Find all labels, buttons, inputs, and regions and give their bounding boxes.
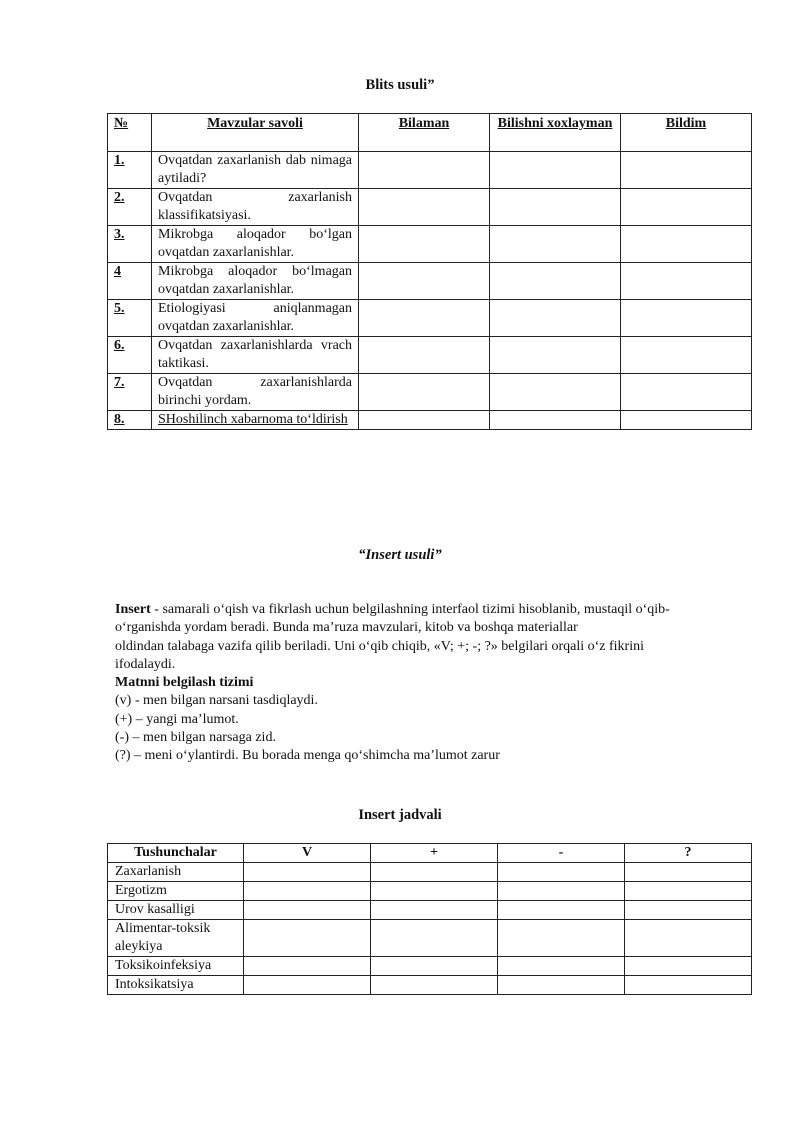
check-cell[interactable] xyxy=(244,957,371,976)
row-number: 7. xyxy=(108,374,152,411)
row-number: 5. xyxy=(108,300,152,337)
row-question: Mikrobga aloqador bo‘lgan ovqatdan zaxarlanishlar. xyxy=(152,226,359,263)
know-cell[interactable] xyxy=(359,337,490,374)
question-cell[interactable] xyxy=(625,920,752,957)
check-cell[interactable] xyxy=(244,976,371,995)
header-topic-question: Mavzular savoli xyxy=(152,114,359,152)
table-row xyxy=(108,901,752,920)
want-to-know-cell[interactable] xyxy=(490,152,621,189)
mark-minus: (-) – men bilgan narsaga zid. xyxy=(115,730,276,746)
learned-cell[interactable] xyxy=(621,189,752,226)
learned-cell[interactable] xyxy=(621,263,752,300)
question-cell[interactable] xyxy=(625,863,752,882)
learned-cell[interactable] xyxy=(621,226,752,263)
row-number: 3. xyxy=(108,226,152,263)
know-cell[interactable] xyxy=(359,374,490,411)
plus-cell[interactable] xyxy=(371,863,498,882)
insert-description xyxy=(115,601,675,766)
learned-cell[interactable] xyxy=(621,411,752,430)
table-row xyxy=(108,189,752,226)
table-row xyxy=(108,152,752,189)
mark-check: (v) - men bilgan narsani tasdiqlaydi. xyxy=(115,693,318,709)
plus-cell[interactable] xyxy=(371,882,498,901)
insert-table xyxy=(107,843,752,995)
concept-cell: Alimentar-toksik aleykiya xyxy=(108,920,244,957)
row-number: 8. xyxy=(108,411,152,430)
blits-table xyxy=(107,113,752,430)
marking-system-heading: Matnni belgilash tizimi xyxy=(115,675,254,691)
insert-intro-text: - samarali o‘qish va fikrlash uchun belgilashning interfaol tizimi hisoblanib, mustaqil o‘qib-o‘rganishda yordam beradi. Bunda ma’ruza mavzulari, kitob va boshqa materiallar xyxy=(115,602,670,636)
know-cell[interactable] xyxy=(359,300,490,337)
concept-cell: Urov kasalligi xyxy=(108,901,244,920)
header-plus: + xyxy=(371,844,498,863)
know-cell[interactable] xyxy=(359,189,490,226)
question-cell[interactable] xyxy=(625,976,752,995)
blits-header-row xyxy=(108,114,752,152)
check-cell[interactable] xyxy=(244,882,371,901)
header-learned: Bildim xyxy=(621,114,752,152)
plus-cell[interactable] xyxy=(371,976,498,995)
header-concepts: Tushunchalar xyxy=(108,844,244,863)
table-row xyxy=(108,300,752,337)
table-row xyxy=(108,337,752,374)
want-to-know-cell[interactable] xyxy=(490,411,621,430)
blits-title: Blits usuli” xyxy=(365,77,435,93)
want-to-know-cell[interactable] xyxy=(490,263,621,300)
table-row xyxy=(108,976,752,995)
know-cell[interactable] xyxy=(359,152,490,189)
check-cell[interactable] xyxy=(244,920,371,957)
row-question: Mikrobga aloqador bo‘lmagan ovqatdan zaxarlanishlar. xyxy=(152,263,359,300)
check-cell[interactable] xyxy=(244,901,371,920)
insert-intro xyxy=(115,601,675,638)
table-row xyxy=(108,374,752,411)
minus-cell[interactable] xyxy=(498,957,625,976)
plus-cell[interactable] xyxy=(371,920,498,957)
minus-cell[interactable] xyxy=(498,976,625,995)
concept-cell: Ergotizm xyxy=(108,882,244,901)
concept-cell: Zaxarlanish xyxy=(108,863,244,882)
mark-plus: (+) – yangi ma’lumot. xyxy=(115,711,239,727)
plus-cell[interactable] xyxy=(371,957,498,976)
table-row xyxy=(108,226,752,263)
header-check: V xyxy=(244,844,371,863)
insert-table-title: Insert jadvali xyxy=(358,807,442,823)
insert-term: Insert xyxy=(115,602,151,617)
table-row xyxy=(108,920,752,957)
row-question: Etiologiyasi aniqlanmagan ovqatdan zaxarlanishlar. xyxy=(152,300,359,337)
learned-cell[interactable] xyxy=(621,300,752,337)
check-cell[interactable] xyxy=(244,863,371,882)
table-row xyxy=(108,957,752,976)
row-question: Ovqatdan zaxarlanishlarda vrach taktikasi. xyxy=(152,337,359,374)
table-row xyxy=(108,882,752,901)
want-to-know-cell[interactable] xyxy=(490,374,621,411)
want-to-know-cell[interactable] xyxy=(490,337,621,374)
concept-cell: Toksikoinfeksiya xyxy=(108,957,244,976)
row-number: 4 xyxy=(108,263,152,300)
question-cell[interactable] xyxy=(625,882,752,901)
header-know: Bilaman xyxy=(359,114,490,152)
learned-cell[interactable] xyxy=(621,337,752,374)
insert-intro-continued: oldindan talabaga vazifa qilib beriladi. Uni o‘qib chiqib, «V; +; -; ?» belgilari orqali o‘z fikrini ifodalaydi. xyxy=(115,638,644,672)
row-question: Ovqatdan zaxarlanishlarda birinchi yordam. xyxy=(152,374,359,411)
table-row xyxy=(108,411,752,430)
row-question: Ovqatdan zaxarlanish klassifikatsiyasi. xyxy=(152,189,359,226)
mark-question: (?) – meni o‘ylantirdi. Bu borada menga qo‘shimcha ma’lumot zarur xyxy=(115,748,500,764)
learned-cell[interactable] xyxy=(621,374,752,411)
want-to-know-cell[interactable] xyxy=(490,300,621,337)
header-question: ? xyxy=(625,844,752,863)
row-question: Ovqatdan zaxarlanish dab nimaga aytiladi? xyxy=(152,152,359,189)
table-row xyxy=(108,863,752,882)
header-want-to-know: Bilishni xoxlayman xyxy=(490,114,621,152)
know-cell[interactable] xyxy=(359,263,490,300)
row-question: SHoshilinch xabarnoma to‘ldirish xyxy=(152,411,359,430)
minus-cell[interactable] xyxy=(498,882,625,901)
row-number: 2. xyxy=(108,189,152,226)
want-to-know-cell[interactable] xyxy=(490,226,621,263)
row-number: 6. xyxy=(108,337,152,374)
learned-cell[interactable] xyxy=(621,152,752,189)
insert-title: “Insert usuli” xyxy=(358,547,442,563)
minus-cell[interactable] xyxy=(498,863,625,882)
header-minus: - xyxy=(498,844,625,863)
table-row xyxy=(108,263,752,300)
header-number: № xyxy=(108,114,152,152)
minus-cell[interactable] xyxy=(498,920,625,957)
question-cell[interactable] xyxy=(625,957,752,976)
row-number: 1. xyxy=(108,152,152,189)
concept-cell: Intoksikatsiya xyxy=(108,976,244,995)
know-cell[interactable] xyxy=(359,226,490,263)
know-cell[interactable] xyxy=(359,411,490,430)
insert-header-row xyxy=(108,844,752,863)
plus-cell[interactable] xyxy=(371,901,498,920)
minus-cell[interactable] xyxy=(498,901,625,920)
question-cell[interactable] xyxy=(625,901,752,920)
want-to-know-cell[interactable] xyxy=(490,189,621,226)
